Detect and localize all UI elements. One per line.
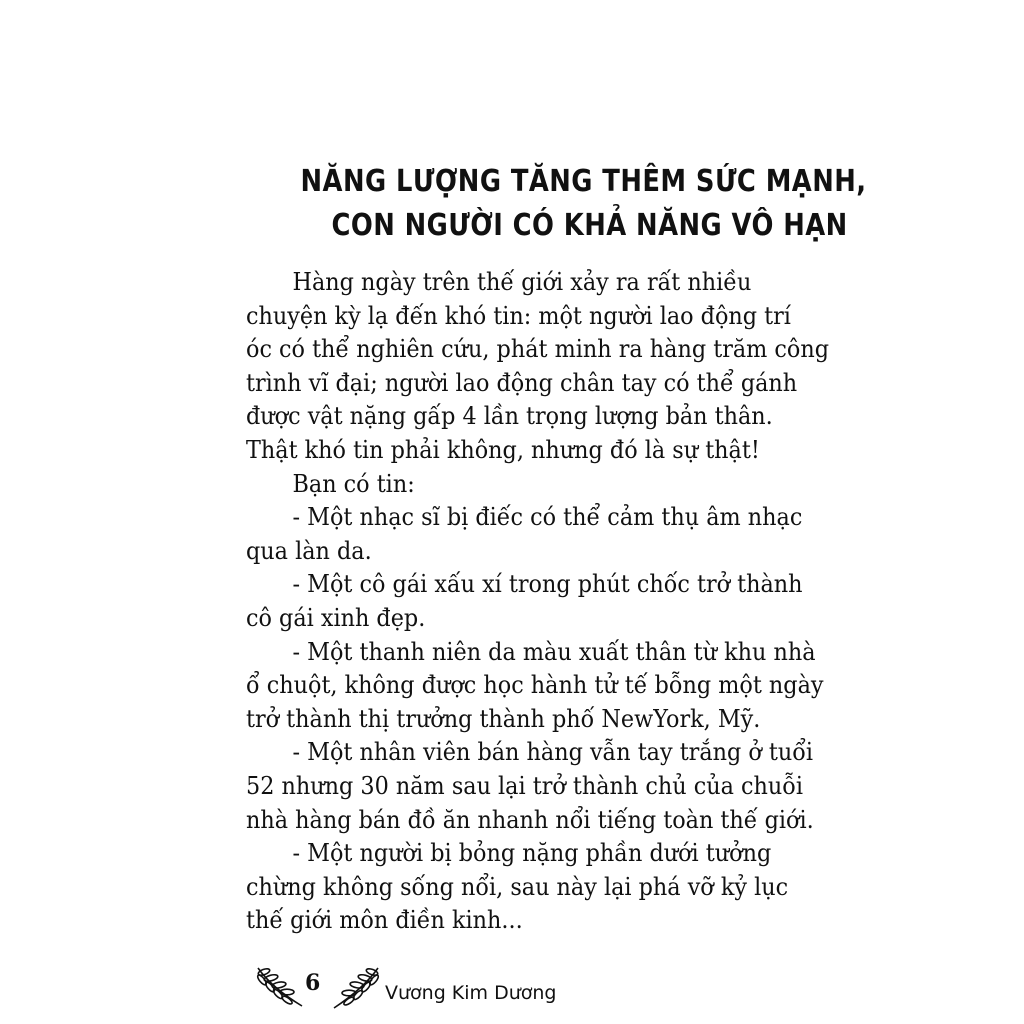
text-line: được vật nặng gấp 4 lần trọng lượng bản thân. — [246, 402, 773, 431]
text-line: 52 nhưng 30 năm sau lại trở thành chủ của chuỗi — [246, 771, 804, 800]
text-line: - Một nhạc sĩ bị điếc có thể cảm thụ âm nhạc — [292, 503, 803, 532]
text-line: Bạn có tin: — [292, 469, 415, 498]
author-name: Vương Kim Dương — [385, 982, 557, 1004]
text-line: chuyện kỳ lạ đến khó tin: một người lao động trí — [246, 301, 791, 330]
text-line: trở thành thị trưởng thành phố NewYork, Mỹ. — [246, 704, 761, 733]
text-line: óc có thể nghiên cứu, phát minh ra hàng trăm công — [246, 335, 830, 364]
laurel-branch-icon — [326, 958, 386, 1016]
text-line: cô gái xinh đẹp. — [246, 603, 426, 632]
text-line: qua làn da. — [246, 536, 372, 565]
text-line: thế giới môn điền kinh... — [246, 906, 523, 935]
text-line: - Một nhân viên bán hàng vẫn tay trắng ở tuổi — [292, 738, 814, 767]
chapter-title — [230, 160, 867, 248]
text-line: Thật khó tin phải không, nhưng đó là sự thật! — [246, 435, 760, 464]
body-text — [246, 266, 830, 938]
chapter-title-line-2: CON NGƯỜI CÓ KHẢ NĂNG VÔ HẠN — [331, 208, 848, 243]
page-footer — [250, 958, 670, 1018]
text-line: - Một cô gái xấu xí trong phút chốc trở thành — [292, 570, 803, 599]
text-line: ổ chuột, không được học hành tử tế bỗng một ngày — [246, 671, 824, 700]
text-line: nhà hàng bán đồ ăn nhanh nổi tiếng toàn thế giới. — [246, 805, 814, 834]
text-line: - Một thanh niên da màu xuất thân từ khu nhà — [292, 637, 816, 666]
text-line: trình vĩ đại; người lao động chân tay có thể gánh — [246, 368, 798, 397]
text-line: Hàng ngày trên thế giới xảy ra rất nhiều — [292, 268, 752, 296]
chapter-title-line-1: NĂNG LƯỢNG TĂNG THÊM SỨC MẠNH, — [300, 164, 867, 199]
laurel-branch-icon — [250, 958, 310, 1016]
text-line: chừng không sống nổi, sau này lại phá vỡ kỷ lục — [246, 872, 789, 901]
text-line: - Một người bị bỏng nặng phần dưới tưởng — [292, 839, 772, 868]
page-number: 6 — [305, 970, 321, 996]
